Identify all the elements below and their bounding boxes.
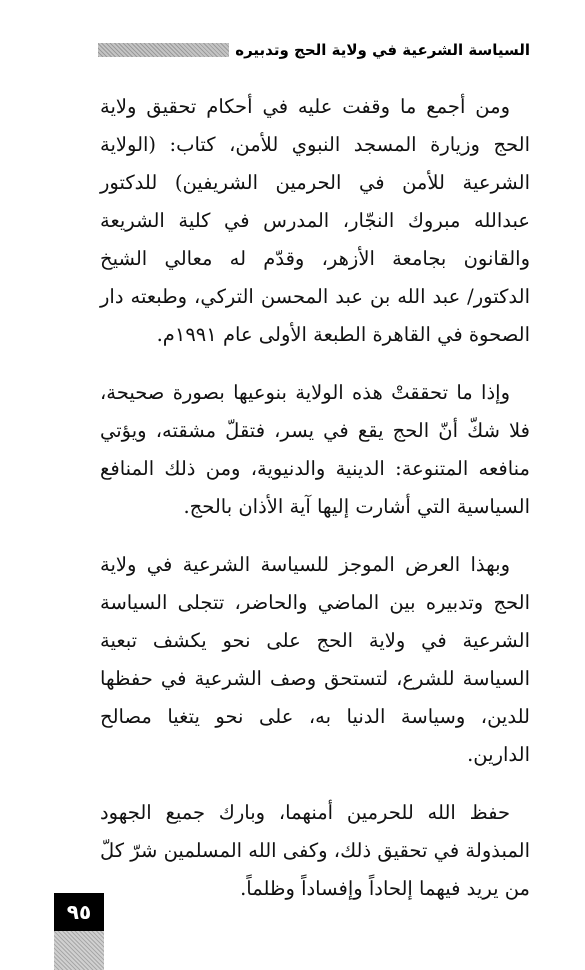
paragraph-4: حفظ الله للحرمين أمنهما، وبارك جميع الجهود المبذولة في تحقيق ذلك، وكفى الله المسلمين شرّ كلّ من يريد فيهما إلحاداً وإفساداً وظلماً. <box>100 801 530 900</box>
paragraph-1: ومن أجمع ما وقفت عليه في أحكام تحقيق ولاية الحج وزيارة المسجد النبوي للأمن، كتاب: (الولاية الشرعية للأمن في الحرمين الشريفين) للدكتور عبدالله مبروك النجّار، المدرس في كلية الشريعة والقانون بجامعة الأزهر، وقدّم له معالي الشيخ الدكتور/ عبد الله بن عبد المحسن التركي، وطبعته دار الصحوة في القاهرة الطبعة الأولى عام ١٩٩١م. <box>100 95 530 346</box>
paragraph-2: وإذا ما تحققتْ هذه الولاية بنوعيها بصورة صحيحة، فلا شكّ أنّ الحج يقع في يسر، فتقلّ مشقته، ويؤتي منافعه المتنوعة: الدينية والدنيوية، ومن ذلك المنافع السياسية التي أشارت إليها آية الأذان بالحج. <box>100 381 530 518</box>
paragraph-3: وبهذا العرض الموجز للسياسة الشرعية في ولاية الحج وتدبيره بين الماضي والحاضر، تتجلى السياسة الشرعية في ولاية الحج على نحو يكشف تبعية السياسة للشرع، لتستحق وصف الشرعية في حفظها للدين، وسياسة الدنيا به، على نحو يتغيا مصالح الدارين. <box>100 553 530 766</box>
running-header <box>98 38 530 62</box>
header-decorative-bar <box>98 43 229 57</box>
running-header-title: السياسة الشرعية في ولاية الحج وتدبيره <box>235 41 530 59</box>
page-number: ٩٥ <box>54 893 104 931</box>
page-body <box>100 88 530 928</box>
page-number-tab <box>54 893 104 970</box>
